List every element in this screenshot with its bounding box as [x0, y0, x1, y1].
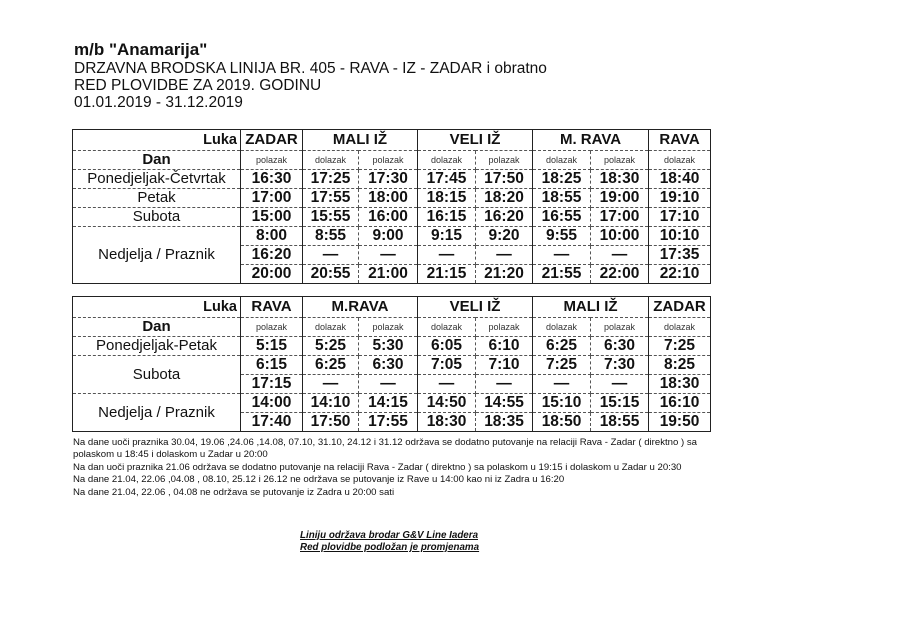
time-cell: 16:20 — [476, 208, 533, 227]
vessel-name: m/b "Anamarija" — [74, 40, 208, 59]
time-cell: 20:00 — [241, 265, 303, 284]
time-cell: 18:25 — [533, 170, 591, 189]
time-cell: 19:50 — [649, 413, 711, 432]
time-cell: 17:45 — [418, 170, 476, 189]
direction-subheader: dolazak — [303, 318, 359, 337]
port-header: ZADAR — [649, 297, 711, 318]
time-cell: 19:00 — [591, 189, 649, 208]
note: Na dane 21.04, 22.06 ,04.08 , 08.10, 25.12 i 26.12 ne održava se putovanje iz Rave u 14:00 kao ni iz Zadra u 16:20 — [73, 474, 565, 486]
time-cell: 6:25 — [303, 356, 359, 375]
note: polaskom u 18:45 i dolaskom u Zadar u 20:00 — [73, 449, 268, 461]
validity-period: 01.01.2019 - 31.12.2019 — [74, 94, 243, 111]
day-label: Petak — [73, 189, 241, 208]
direction-subheader: dolazak — [533, 151, 591, 170]
port-header-row — [73, 130, 711, 151]
time-cell: 17:50 — [303, 413, 359, 432]
time-cell: 14:10 — [303, 394, 359, 413]
subheader-row — [73, 318, 711, 337]
time-cell: 14:00 — [241, 394, 303, 413]
time-cell: — — [533, 375, 591, 394]
note: Na dan uoči praznika 21.06 održava se dodatno putovanje na relaciji Rava - Zadar ( direktno ) sa polaskom u 19:15 i dolaskom u Zadar u 20:30 — [73, 461, 682, 473]
table-row — [73, 356, 711, 375]
time-cell: 17:55 — [359, 413, 418, 432]
table-row — [73, 394, 711, 413]
direction-subheader: polazak — [591, 318, 649, 337]
time-cell: 16:20 — [241, 246, 303, 265]
time-cell: 16:00 — [359, 208, 418, 227]
direction-subheader: dolazak — [649, 318, 711, 337]
luka-label: Luka — [73, 297, 241, 318]
port-header: ZADAR — [241, 130, 303, 151]
time-cell: 18:35 — [476, 413, 533, 432]
line-name: DRZAVNA BRODSKA LINIJA BR. 405 - RAVA - IZ - ZADAR i obratno — [74, 60, 547, 77]
time-cell: 17:50 — [476, 170, 533, 189]
time-cell: 6:30 — [591, 337, 649, 356]
direction-subheader: dolazak — [649, 151, 711, 170]
direction-subheader: dolazak — [303, 151, 359, 170]
time-cell: 17:15 — [241, 375, 303, 394]
port-header: MALI IŽ — [303, 130, 418, 151]
port-header: VELI IŽ — [418, 297, 533, 318]
time-cell: — — [591, 246, 649, 265]
time-cell: 7:25 — [533, 356, 591, 375]
time-cell: 17:25 — [303, 170, 359, 189]
table-row — [73, 208, 711, 227]
time-cell: 9:15 — [418, 227, 476, 246]
document-header — [74, 40, 547, 111]
time-cell: 16:15 — [418, 208, 476, 227]
time-cell: 5:30 — [359, 337, 418, 356]
time-cell: 21:00 — [359, 265, 418, 284]
port-header: M. RAVA — [533, 130, 649, 151]
port-header: MALI IŽ — [533, 297, 649, 318]
time-cell: — — [591, 375, 649, 394]
time-cell: 16:10 — [649, 394, 711, 413]
luka-label: Luka — [73, 130, 241, 151]
day-label: Subota — [73, 356, 241, 394]
time-cell: 6:30 — [359, 356, 418, 375]
time-cell: — — [303, 246, 359, 265]
time-cell: 8:25 — [649, 356, 711, 375]
time-cell: 21:15 — [418, 265, 476, 284]
direction-subheader: dolazak — [418, 151, 476, 170]
time-cell: 18:40 — [649, 170, 711, 189]
direction-subheader: dolazak — [533, 318, 591, 337]
subheader-row — [73, 151, 711, 170]
time-cell: 14:55 — [476, 394, 533, 413]
time-cell: 17:55 — [303, 189, 359, 208]
schedule-title: RED PLOVIDBE ZA 2019. GODINU — [74, 77, 322, 94]
time-cell: 9:55 — [533, 227, 591, 246]
time-cell: 17:40 — [241, 413, 303, 432]
table-row — [73, 189, 711, 208]
day-label: Subota — [73, 208, 241, 227]
time-cell: 18:55 — [591, 413, 649, 432]
time-cell: 18:15 — [418, 189, 476, 208]
direction-subheader: polazak — [476, 318, 533, 337]
direction-subheader: polazak — [359, 151, 418, 170]
direction-subheader: polazak — [241, 151, 303, 170]
day-label: Nedjelja / Praznik — [73, 227, 241, 284]
time-cell: 18:50 — [533, 413, 591, 432]
time-cell: 7:25 — [649, 337, 711, 356]
time-cell: 17:00 — [591, 208, 649, 227]
direction-subheader: polazak — [359, 318, 418, 337]
time-cell: — — [359, 375, 418, 394]
time-cell: 14:15 — [359, 394, 418, 413]
time-cell: 18:30 — [591, 170, 649, 189]
time-cell: 5:15 — [241, 337, 303, 356]
time-cell: 5:25 — [303, 337, 359, 356]
time-cell: 17:00 — [241, 189, 303, 208]
direction-subheader: polazak — [241, 318, 303, 337]
time-cell: 21:55 — [533, 265, 591, 284]
time-cell: — — [533, 246, 591, 265]
time-cell: 8:00 — [241, 227, 303, 246]
operator-note: Liniju održava brodar G&V Line Iadera — [300, 530, 479, 541]
time-cell: 15:10 — [533, 394, 591, 413]
timetable-rava-to-zadar — [72, 296, 711, 432]
port-header-row — [73, 297, 711, 318]
day-label: Nedjelja / Praznik — [73, 394, 241, 432]
time-cell: — — [418, 246, 476, 265]
time-cell: 7:30 — [591, 356, 649, 375]
time-cell: — — [476, 246, 533, 265]
time-cell: 18:00 — [359, 189, 418, 208]
table-row — [73, 227, 711, 246]
time-cell: 18:55 — [533, 189, 591, 208]
dan-label: Dan — [73, 151, 241, 170]
time-cell: 9:00 — [359, 227, 418, 246]
time-cell: — — [303, 375, 359, 394]
time-cell: — — [359, 246, 418, 265]
time-cell: 20:55 — [303, 265, 359, 284]
time-cell: 16:55 — [533, 208, 591, 227]
time-cell: 21:20 — [476, 265, 533, 284]
time-cell: 9:20 — [476, 227, 533, 246]
time-cell: 6:05 — [418, 337, 476, 356]
time-cell: 6:25 — [533, 337, 591, 356]
footer — [300, 530, 479, 554]
time-cell: 7:10 — [476, 356, 533, 375]
time-cell: 10:00 — [591, 227, 649, 246]
time-cell: — — [418, 375, 476, 394]
time-cell: 22:10 — [649, 265, 711, 284]
time-cell: 18:30 — [649, 375, 711, 394]
time-cell: 17:30 — [359, 170, 418, 189]
time-cell: 22:00 — [591, 265, 649, 284]
time-cell: 17:35 — [649, 246, 711, 265]
port-header: VELI IŽ — [418, 130, 533, 151]
time-cell: 16:30 — [241, 170, 303, 189]
day-label: Ponedjeljak-Petak — [73, 337, 241, 356]
time-cell: 7:05 — [418, 356, 476, 375]
port-header: RAVA — [241, 297, 303, 318]
note: Na dane uoči praznika 30.04, 19.06 ,24.06 ,14.08, 07.10, 31.10, 24.12 i 31.12 održava se dodatno putovanje na relaciji Rava - Zadar ( direktno ) sa — [73, 437, 698, 448]
change-disclaimer: Red plovidbe podložan je promjenama — [300, 542, 480, 553]
direction-subheader: dolazak — [418, 318, 476, 337]
time-cell: 6:15 — [241, 356, 303, 375]
time-cell: 6:10 — [476, 337, 533, 356]
table-row — [73, 170, 711, 189]
note: Na dane 21.04, 22.06 , 04.08 ne održava se putovanje iz Zadra u 20:00 sati — [73, 486, 395, 498]
port-header: RAVA — [649, 130, 711, 151]
time-cell: 14:50 — [418, 394, 476, 413]
direction-subheader: polazak — [476, 151, 533, 170]
day-label: Ponedjeljak-Četvrtak — [73, 170, 241, 189]
time-cell: — — [476, 375, 533, 394]
port-header: M.RAVA — [303, 297, 418, 318]
time-cell: 8:55 — [303, 227, 359, 246]
time-cell: 10:10 — [649, 227, 711, 246]
direction-subheader: polazak — [591, 151, 649, 170]
time-cell: 18:30 — [418, 413, 476, 432]
time-cell: 19:10 — [649, 189, 711, 208]
time-cell: 17:10 — [649, 208, 711, 227]
table-row — [73, 337, 711, 356]
dan-label: Dan — [73, 318, 241, 337]
time-cell: 15:15 — [591, 394, 649, 413]
time-cell: 15:55 — [303, 208, 359, 227]
timetable-zadar-to-rava — [72, 129, 711, 284]
time-cell: 18:20 — [476, 189, 533, 208]
time-cell: 15:00 — [241, 208, 303, 227]
notes-section — [73, 437, 833, 499]
